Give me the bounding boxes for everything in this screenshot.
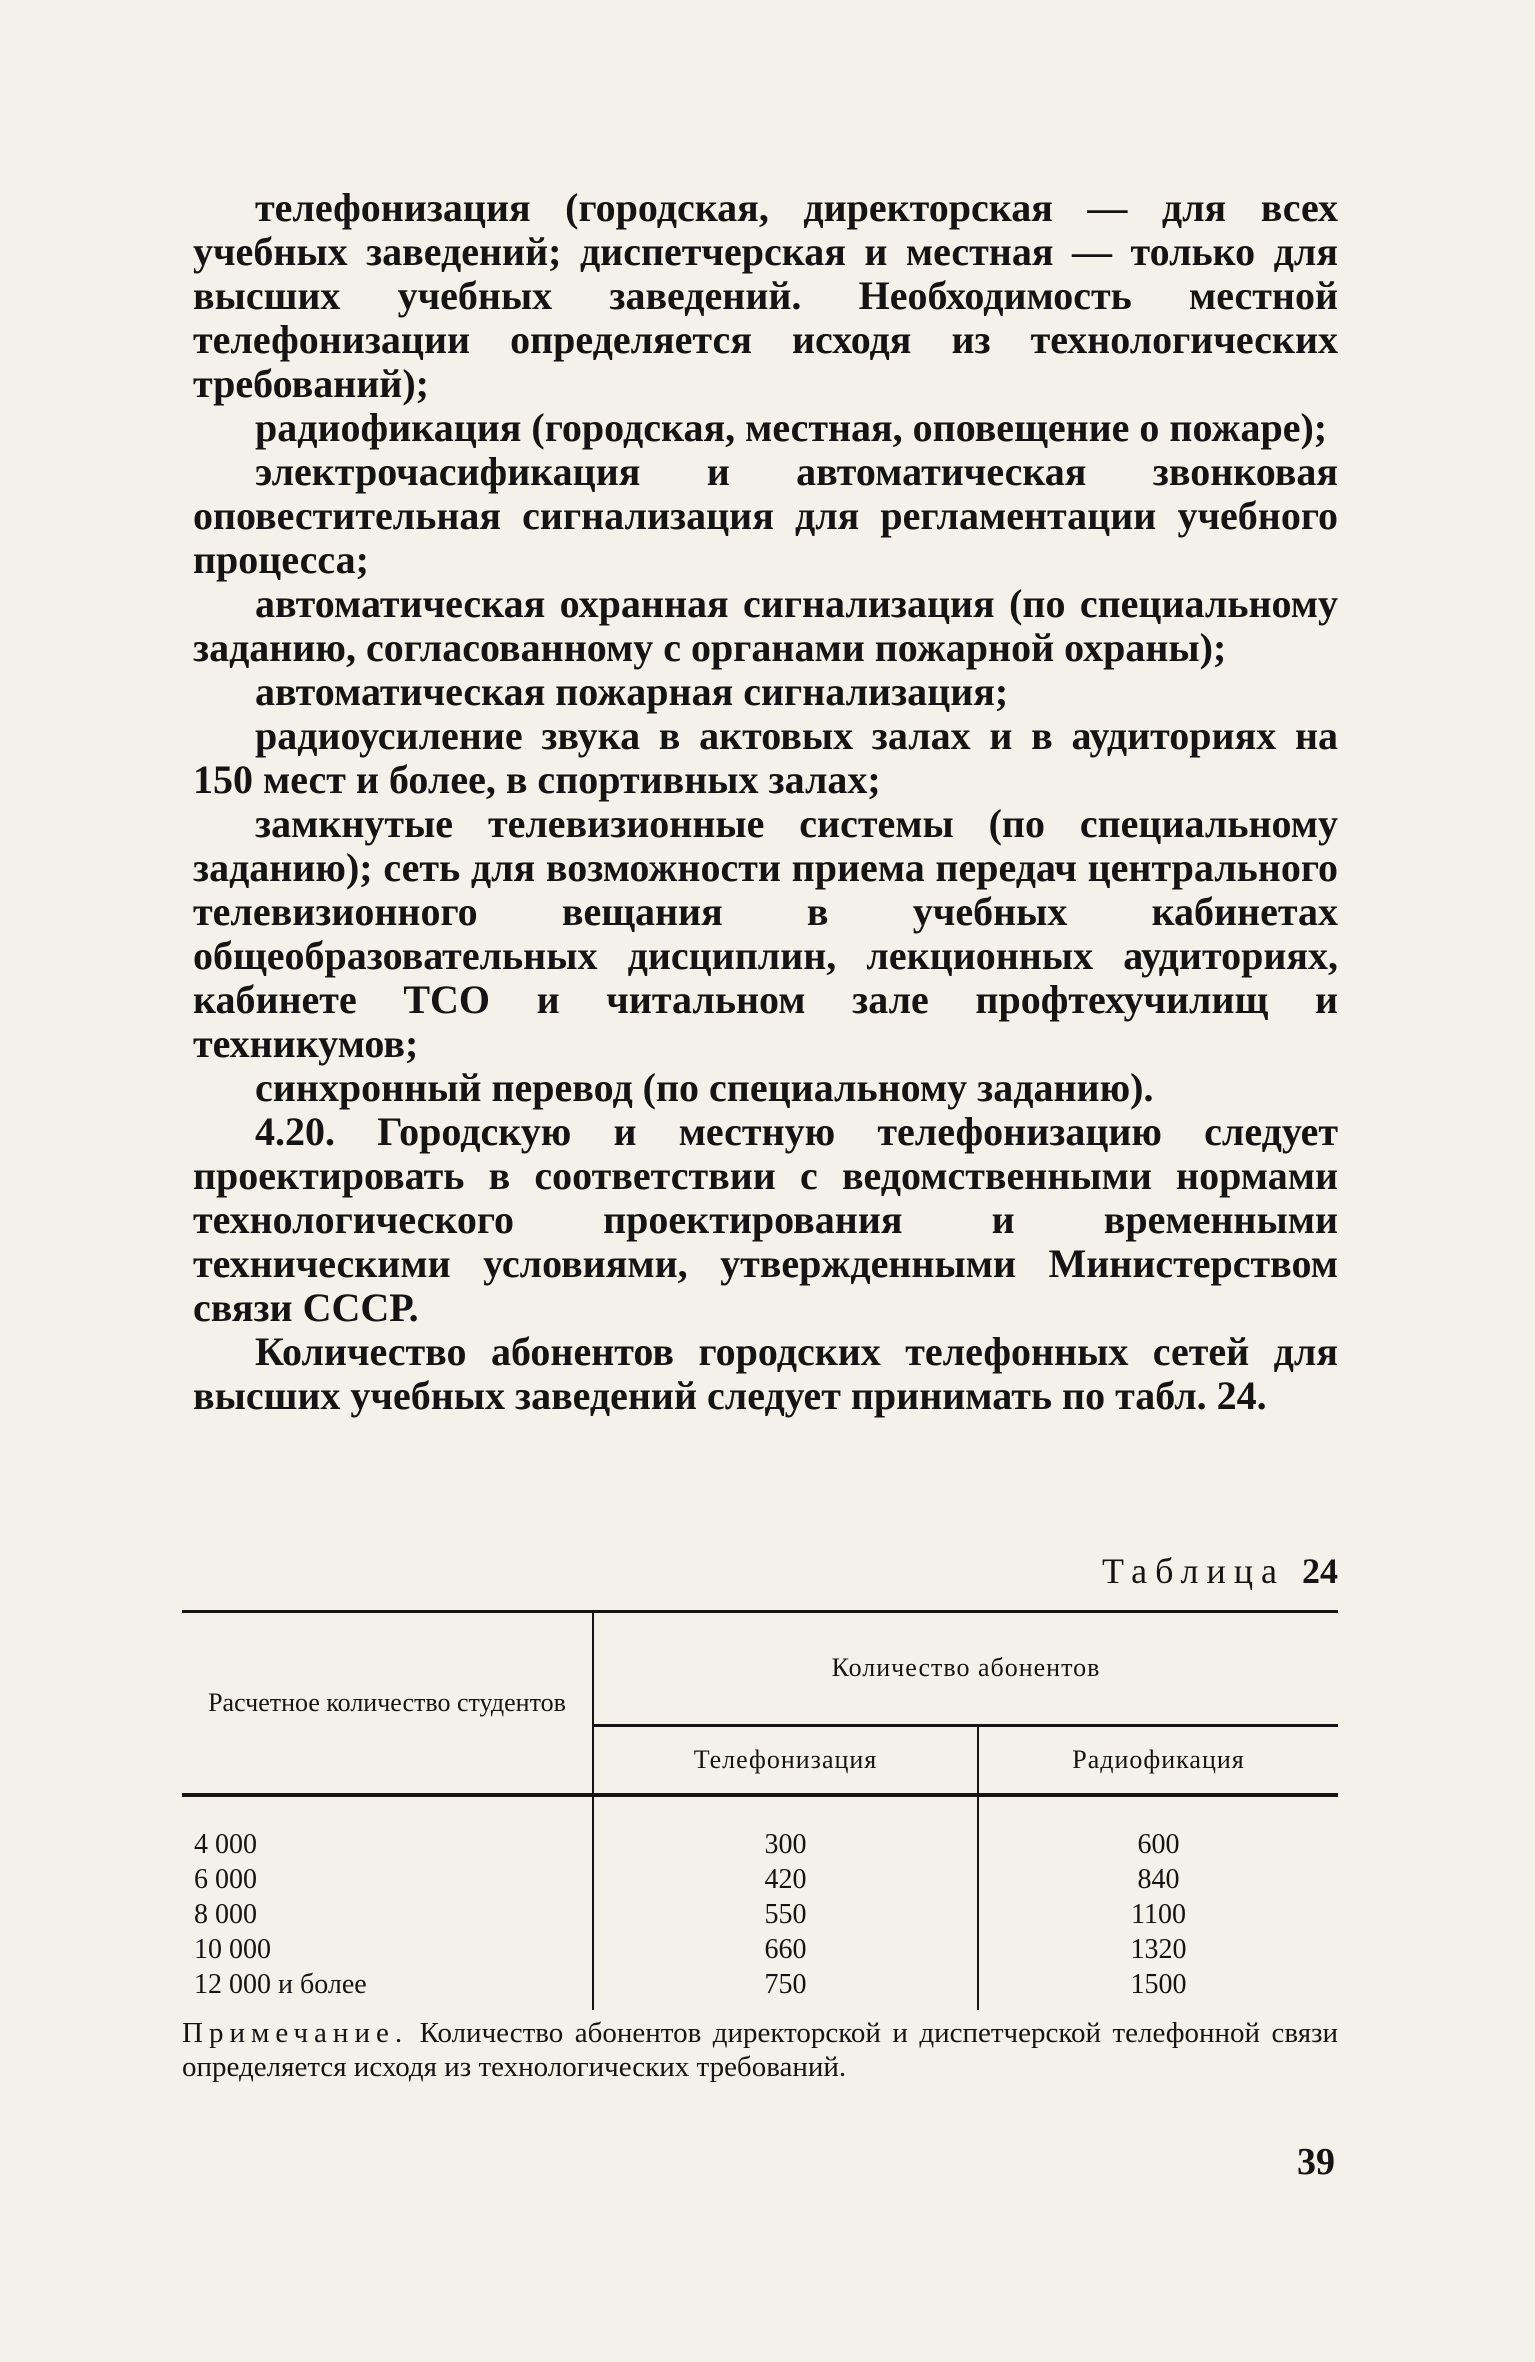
cell-radio: 840 xyxy=(1137,1864,1180,1895)
body-text xyxy=(193,186,1338,1418)
header-telephony: Телефонизация xyxy=(593,1725,978,1795)
cell-telephony: 550 xyxy=(593,1897,978,1932)
subscribers-table xyxy=(182,1610,1338,2010)
note-label: Примечание. xyxy=(182,2017,409,2049)
cell-radio: 600 xyxy=(1137,1829,1180,1860)
table-row xyxy=(182,1967,1338,2010)
cell-students: 6 000 xyxy=(182,1862,593,1897)
cell-telephony: 420 xyxy=(593,1862,978,1897)
cell-students: 8 000 xyxy=(182,1897,593,1932)
table-row xyxy=(182,1932,1338,1967)
note-text: Количество абонентов директорской и диспетчерской телефонной связи определяется исходя из технологических требований. xyxy=(182,2017,1339,2083)
paragraph-clock-signal: электрочасификация и автоматическая звонковая оповестительная сигнализация для регламентации учебного процесса; xyxy=(193,449,1338,582)
cell-students: 4 000 xyxy=(182,1795,593,1862)
cell-radio: 1100 xyxy=(1131,1899,1186,1930)
table-caption xyxy=(1102,1550,1338,1592)
paragraph-sound-amplification: радиоусиление звука в актовых залах и в аудиториях на 150 мест и более, в спортивных залах; xyxy=(193,713,1338,802)
table-caption-number: 24 xyxy=(1302,1551,1338,1591)
table-row xyxy=(182,1862,1338,1897)
cell-radio: 1500 xyxy=(1130,1969,1187,2000)
cell-telephony: 300 xyxy=(593,1795,978,1862)
cell-radio: 1320 xyxy=(1130,1934,1187,1965)
paragraph-television: замкнутые телевизионные системы (по специальному заданию); сеть для возможности приема передач центрального телевизионного вещания в учебных кабинетах общеобразовательных дисциплин, лекционных аудиториях, кабинете ТСО и читальном зале профтехучилищ и техникумов; xyxy=(193,801,1338,1066)
paragraph-telephony: телефонизация (городская, директорская — для всех учебных заведений; диспетчерская и местная — только для высших учебных заведений. Необходимость местной телефонизации определяется исходя из технологических требований); xyxy=(193,185,1338,406)
paragraph-section-4-20: 4.20. Городскую и местную телефонизацию следует проектировать в соответствии с ведомственными нормами технологического проектирования и временными техническими условиями, утвержденными Министерством связи СССР. xyxy=(193,1109,1338,1330)
cell-telephony: 750 xyxy=(593,1967,978,2010)
cell-students: 10 000 xyxy=(182,1932,593,1967)
header-students: Расчетное количество студентов xyxy=(182,1612,593,1796)
table-row xyxy=(182,1795,1338,1862)
table-note xyxy=(182,2016,1338,2084)
paragraph-subscribers: Количество абонентов городских телефонных сетей для высших учебных заведений следует принимать по табл. 24. xyxy=(193,1329,1338,1418)
header-radio: Радиофикация xyxy=(978,1725,1338,1795)
paragraph-fire-alarm: автоматическая пожарная сигнализация; xyxy=(255,669,1009,714)
paragraph-translation: синхронный перевод (по специальному заданию). xyxy=(255,1065,1154,1110)
header-subscribers: Количество абонентов xyxy=(593,1612,1338,1726)
table-caption-word: Таблица xyxy=(1102,1551,1285,1591)
table-row xyxy=(182,1897,1338,1932)
paragraph-security-alarm: автоматическая охранная сигнализация (по специальному заданию, согласованному с органами пожарной охраны); xyxy=(193,581,1338,670)
cell-students: 12 000 и более xyxy=(182,1967,593,2010)
page-number: 39 xyxy=(1297,2141,1335,2183)
cell-telephony: 660 xyxy=(593,1932,978,1967)
paragraph-radio: радиофикация (городская, местная, оповещение о пожаре); xyxy=(255,405,1328,450)
